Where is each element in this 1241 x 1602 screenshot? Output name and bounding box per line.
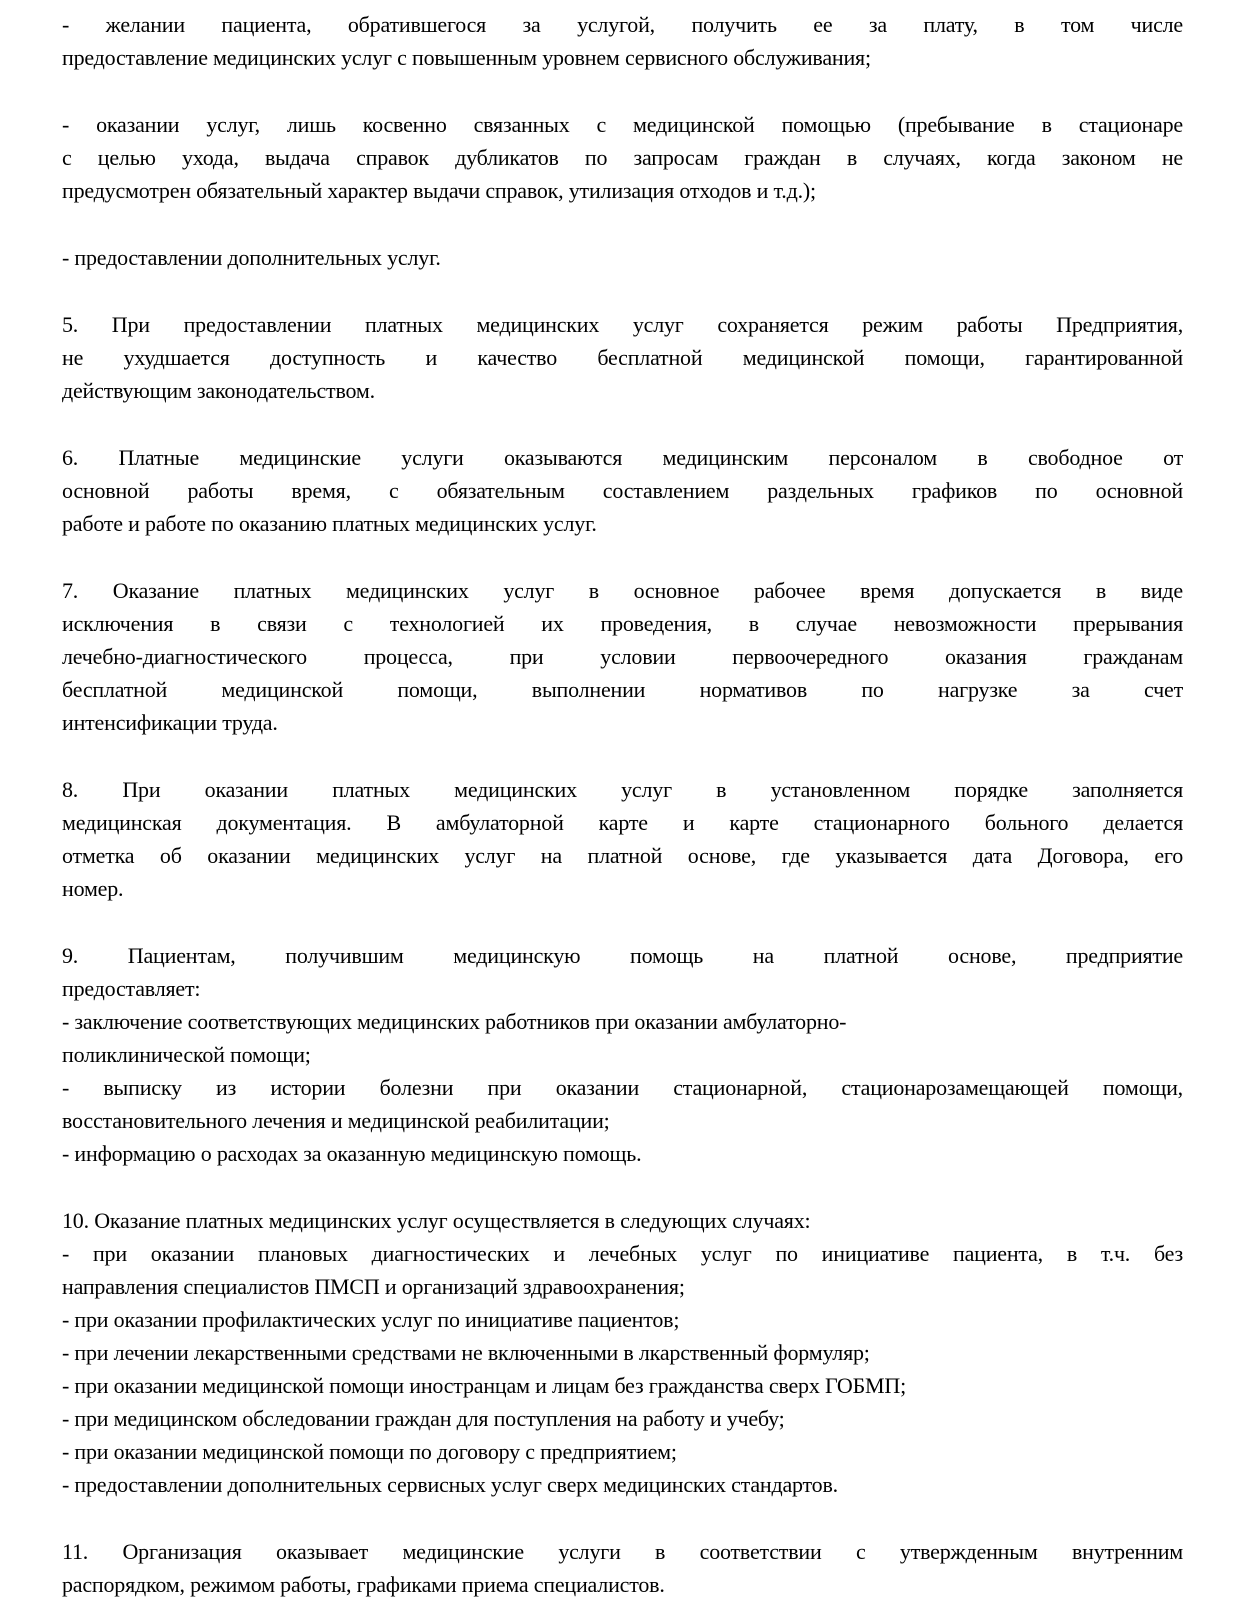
text-line: - оказании услуг, лишь косвенно связанных с медицинской помощью (пребывание в стационаре [62, 112, 1183, 137]
text-line: исключения в связи с технологией их проведения, в случае невозможности прерывания [62, 611, 1183, 636]
clause-item-indirect-services [62, 108, 1183, 207]
text-line: 11. Организация оказывает медицинские услуги в соответствии с утвержденным внутренним [62, 1539, 1183, 1564]
clause-8 [62, 773, 1183, 905]
clause-11 [62, 1535, 1183, 1601]
text-line: не ухудшается доступность и качество бесплатной медицинской помощи, гарантированной [62, 345, 1183, 370]
text-line: - предоставлении дополнительных услуг. [62, 245, 441, 270]
text-line: - при оказании медицинской помощи по договору с предприятием; [62, 1439, 677, 1464]
text-line: - информацию о расходах за оказанную медицинскую помощь. [62, 1141, 642, 1166]
clause-9 [62, 939, 1183, 1170]
text-line: распорядком, режимом работы, графиками приема специалистов. [62, 1572, 665, 1597]
text-line: 8. При оказании платных медицинских услуг в установленном порядке заполняется [62, 777, 1183, 802]
text-line: интенсификации труда. [62, 710, 278, 735]
clause-item-additional-services [62, 241, 1183, 274]
text-line: - при медицинском обследовании граждан для поступления на работу и учебу; [62, 1406, 785, 1431]
text-line: отметка об оказании медицинских услуг на платной основе, где указывается дата Договора, его [62, 843, 1183, 868]
text-line: 6. Платные медицинские услуги оказываются медицинским персоналом в свободное от [62, 445, 1183, 470]
text-line: основной работы время, с обязательным составлением раздельных графиков по основной [62, 478, 1183, 503]
clause-10 [62, 1204, 1183, 1501]
text-line: - при лечении лекарственными средствами не включенными в лкарственный формуляр; [62, 1340, 870, 1365]
text-line: предусмотрен обязательный характер выдачи справок, утилизация отходов и т.д.); [62, 178, 816, 203]
text-line: направления специалистов ПМСП и организаций здравоохранения; [62, 1274, 685, 1299]
text-line: медицинская документация. В амбулаторной карте и карте стационарного больного делается [62, 810, 1183, 835]
text-line: лечебно-диагностического процесса, при условии первоочередного оказания гражданам [62, 644, 1183, 669]
text-line: 7. Оказание платных медицинских услуг в основное рабочее время допускается в виде [62, 578, 1183, 603]
text-line: с целью ухода, выдача справок дубликатов по запросам граждан в случаях, когда законом не [62, 145, 1183, 170]
text-line: действующим законодательством. [62, 378, 375, 403]
text-line: - желании пациента, обратившегося за услугой, получить ее за плату, в том числе [62, 12, 1183, 37]
clause-item-paid-request [62, 8, 1183, 74]
text-line: - при оказании профилактических услуг по инициативе пациентов; [62, 1307, 680, 1332]
text-line: предоставляет: [62, 976, 201, 1001]
clause-6 [62, 441, 1183, 540]
text-line: 10. Оказание платных медицинских услуг осуществляется в следующих случаях: [62, 1208, 811, 1233]
text-line: - при оказании медицинской помощи иностранцам и лицам без гражданства сверх ГОБМП; [62, 1373, 907, 1398]
text-line: восстановительного лечения и медицинской реабилитации; [62, 1108, 610, 1133]
text-line: предоставление медицинских услуг с повышенным уровнем сервисного обслуживания; [62, 45, 871, 70]
text-line: - выписку из истории болезни при оказании стационарной, стационарозамещающей помощи, [62, 1075, 1183, 1100]
text-line: работе и работе по оказанию платных медицинских услуг. [62, 511, 597, 536]
text-line: 9. Пациентам, получившим медицинскую помощь на платной основе, предприятие [62, 943, 1183, 968]
text-line: поликлинической помощи; [62, 1042, 311, 1067]
text-line: номер. [62, 876, 124, 901]
text-line: бесплатной медицинской помощи, выполнении нормативов по нагрузке за счет [62, 677, 1183, 702]
text-line: - при оказании плановых диагностических и лечебных услуг по инициативе пациента, в т.ч. без [62, 1241, 1183, 1266]
clause-5 [62, 308, 1183, 407]
clause-7 [62, 574, 1183, 739]
text-line: - заключение соответствующих медицинских работников при оказании амбулаторно- [62, 1009, 847, 1034]
text-line: - предоставлении дополнительных сервисных услуг сверх медицинских стандартов. [62, 1472, 838, 1497]
text-line: 5. При предоставлении платных медицинских услуг сохраняется режим работы Предприятия, [62, 312, 1183, 337]
